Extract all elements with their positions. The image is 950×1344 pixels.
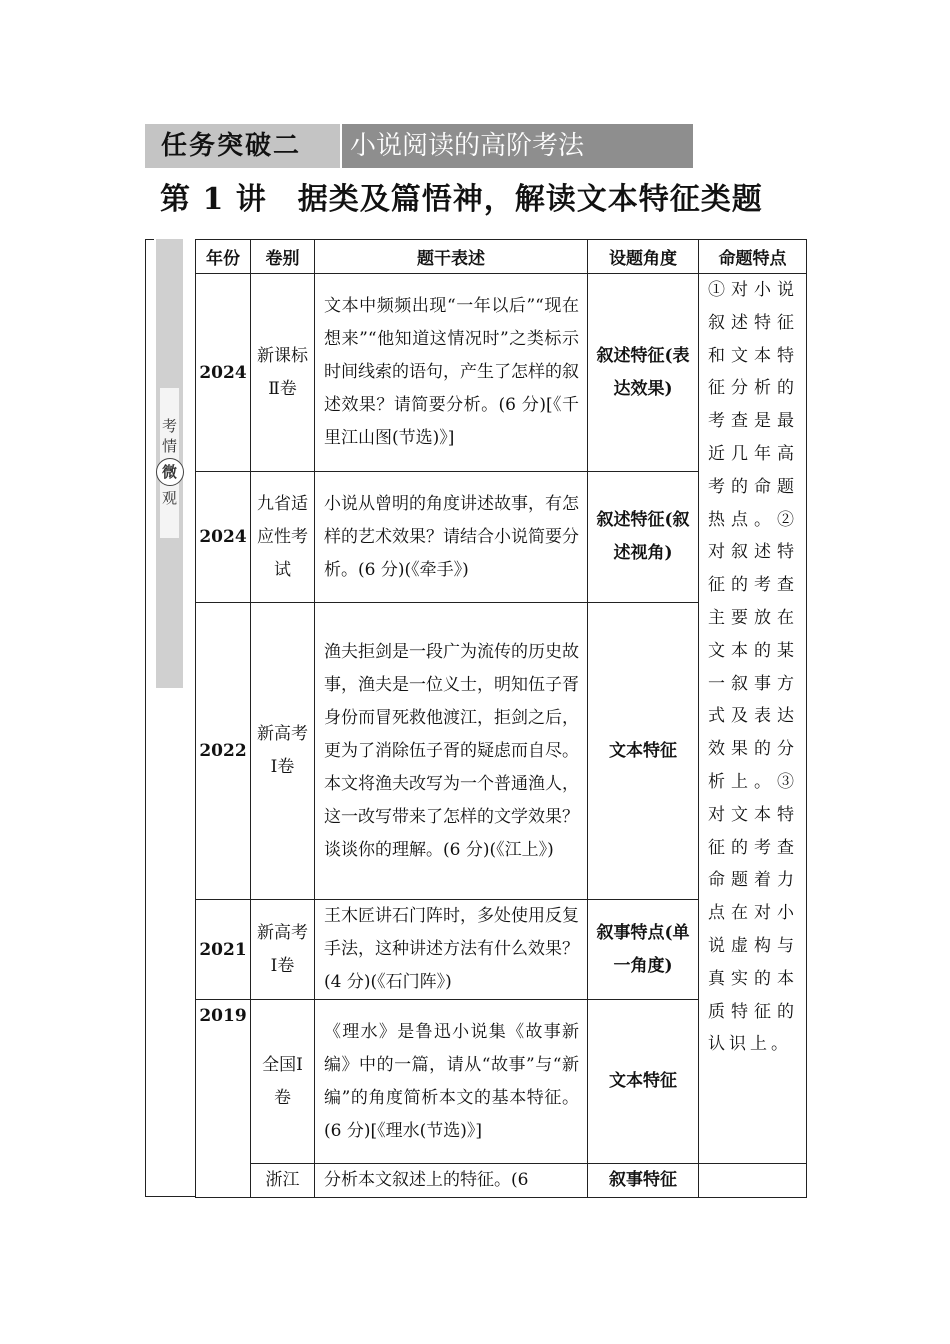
cell-paper: 九省适应性考试 bbox=[251, 472, 315, 603]
table-header-row bbox=[196, 240, 807, 274]
table-row bbox=[196, 274, 807, 472]
cell-paper: 全国Ⅰ卷 bbox=[251, 1000, 315, 1164]
side-char: 考 bbox=[161, 417, 177, 435]
header-angle: 设题角度 bbox=[588, 240, 699, 274]
cell-features-empty bbox=[699, 1164, 807, 1198]
side-char: 情 bbox=[161, 437, 177, 455]
cell-desc: 小说从曾明的角度讲述故事，有怎样的艺术效果？请结合小说简要分析。(6 分)(《牵手》) bbox=[315, 472, 588, 603]
cell-desc: 文本中频频出现“一年以后”“现在想来”“他知道这情况时”之类标示时间线索的语句，产生了怎样的叙述效果？请简要分析。(6 分)[《千里江山图(节选)》] bbox=[315, 274, 588, 472]
cell-angle: 文本特征 bbox=[588, 603, 699, 900]
cell-desc: 分析本文叙述上的特征。(6 bbox=[315, 1164, 588, 1198]
cell-desc: 《理水》是鲁迅小说集《故事新编》中的一篇，请从“故事”与“新编”的角度简析本文的基本特征。(6 分)[《理水(节选)》] bbox=[315, 1000, 588, 1164]
table-row bbox=[196, 1164, 807, 1198]
side-char: 观 bbox=[161, 489, 177, 507]
cell-angle: 叙述特征(表达效果) bbox=[588, 274, 699, 472]
cell-year: 2024 bbox=[196, 472, 251, 603]
cell-paper: 新高考Ⅰ卷 bbox=[251, 603, 315, 900]
cell-desc: 渔夫拒剑是一段广为流传的历史故事，渔夫是一位义士，明知伍子胥身份而冒死救他渡江，拒剑之后，更为了消除伍子胥的疑虑而自尽。本文将渔夫改写为一个普通渔人，这一改写带来了怎样的文学效果？谈谈你的理解。(6 分)(《江上》) bbox=[315, 603, 588, 900]
exam-table bbox=[195, 239, 807, 1198]
cell-angle: 叙事特征 bbox=[588, 1164, 699, 1198]
side-label bbox=[160, 388, 179, 538]
cell-paper: 新课标Ⅱ卷 bbox=[251, 274, 315, 472]
cell-year: 2021 bbox=[196, 900, 251, 1000]
header-features: 命题特点 bbox=[699, 240, 807, 274]
header-desc: 题干表述 bbox=[315, 240, 588, 274]
section-title: 小说阅读的高阶考法 bbox=[342, 124, 693, 168]
cell-year: 2022 bbox=[196, 603, 251, 900]
cell-paper: 新高考Ⅰ卷 bbox=[251, 900, 315, 1000]
cell-angle: 叙事特点(单一角度) bbox=[588, 900, 699, 1000]
cell-year: 2019 bbox=[196, 1000, 251, 1198]
cell-angle: 文本特征 bbox=[588, 1000, 699, 1164]
cell-year: 2024 bbox=[196, 274, 251, 472]
cell-paper: 浙江 bbox=[251, 1164, 315, 1198]
cell-features: ①对小说叙述特征和文本特征分析的考查是最近几年高考的命题热点。②对叙述特征的考查主要放在文本的某一叙事方式及表达效果的分析上。③对文本特征的考查命题着力点在对小说虚构与真实的本质特征的认识上。 bbox=[699, 274, 807, 1164]
cell-angle: 叙述特征(叙述视角) bbox=[588, 472, 699, 603]
header-year: 年份 bbox=[196, 240, 251, 274]
side-char-circled: 微 bbox=[156, 458, 184, 486]
cell-desc: 王木匠讲石门阵时，多处使用反复手法，这种讲述方法有什么效果？(4 分)(《石门阵》) bbox=[315, 900, 588, 1000]
section-label: 任务突破二 bbox=[145, 124, 340, 168]
section-banner bbox=[145, 124, 693, 168]
lecture-title: 第 1 讲 据类及篇悟神，解读文本特征类题 bbox=[160, 182, 763, 217]
header-paper: 卷别 bbox=[251, 240, 315, 274]
